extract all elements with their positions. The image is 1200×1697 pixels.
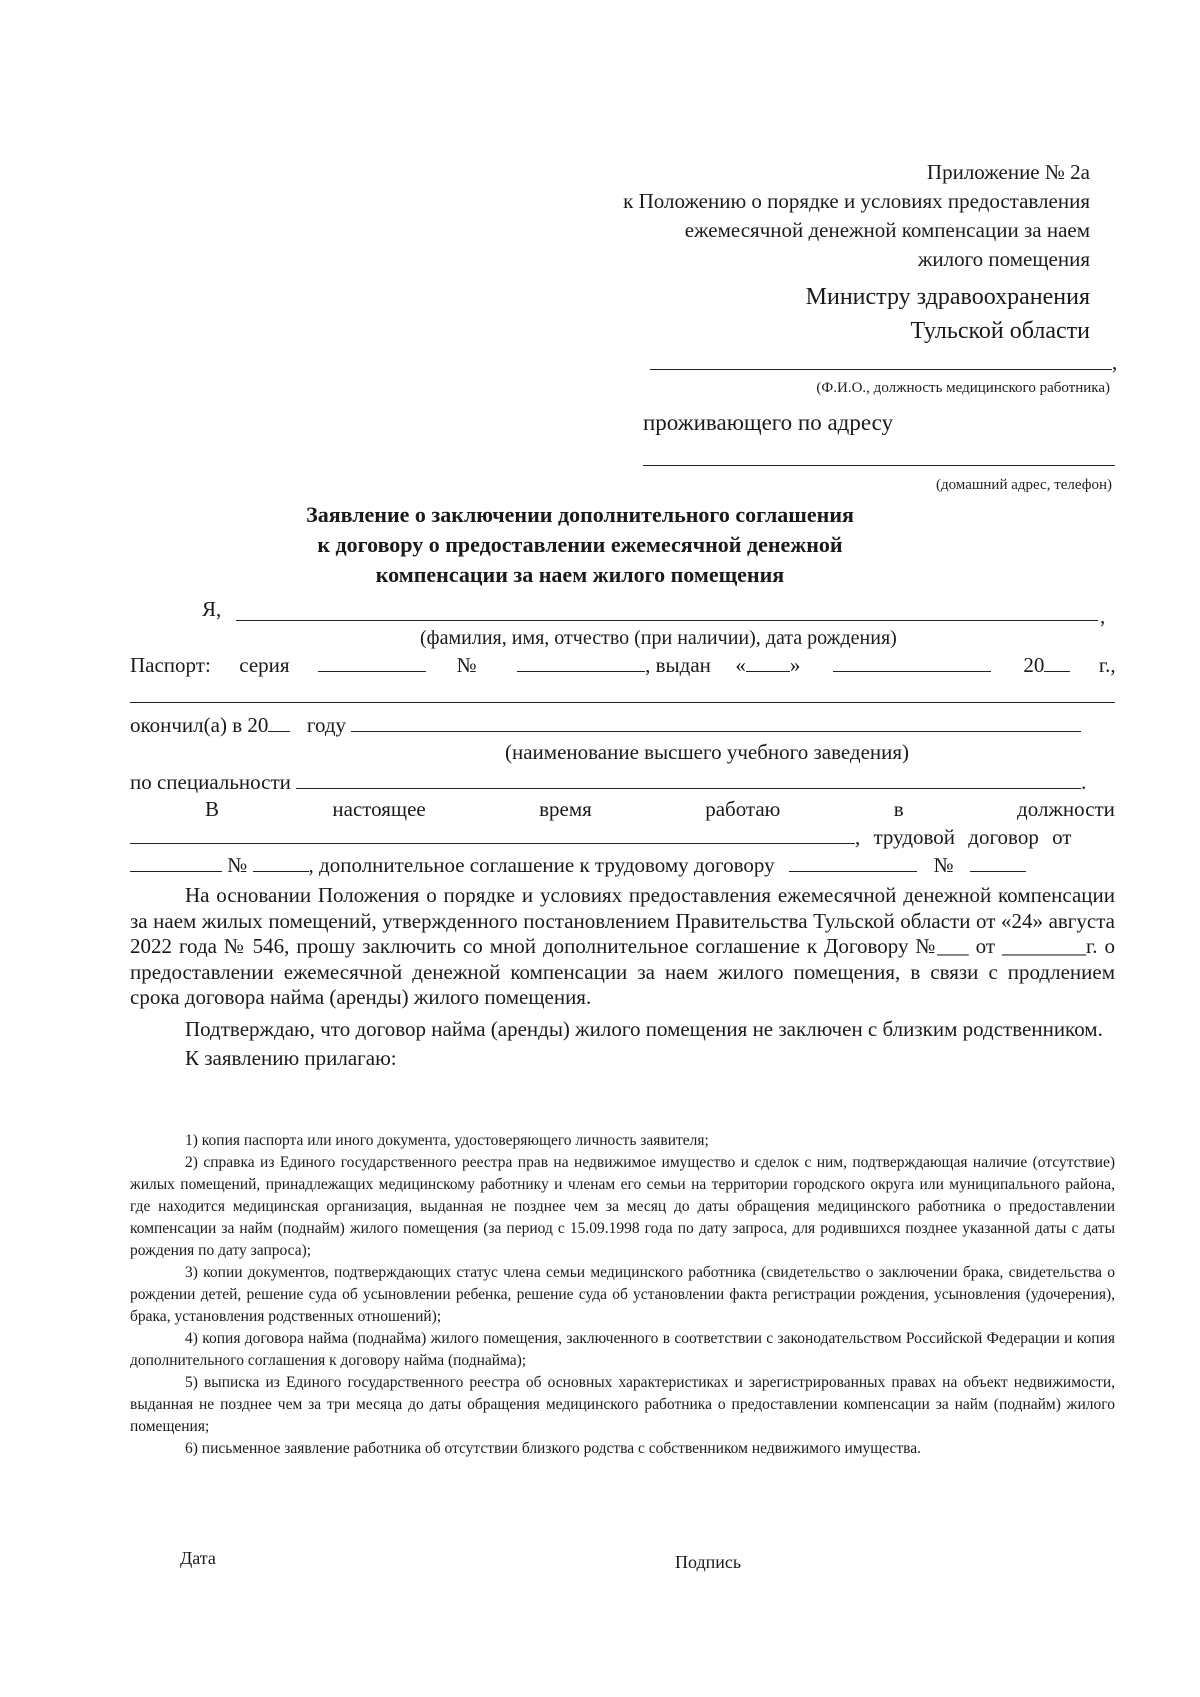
job-row xyxy=(130,797,1115,822)
specialty-field[interactable] xyxy=(296,770,1081,789)
labor-contract-label: , трудовой договор от xyxy=(855,825,1072,849)
addressee-line-1: Министру здравоохранения xyxy=(805,284,1090,310)
list-item: 1) копия паспорта или иного документа, удостоверяющего личность заявителя; xyxy=(185,1132,709,1149)
appendix-number: Приложение № 2а xyxy=(926,160,1090,184)
graduated-line xyxy=(130,713,1115,738)
name-caption: (фамилия, имя, отчество (при наличии), дата рождения) xyxy=(420,627,897,649)
attachments-heading: К заявлению прилагаю: xyxy=(185,1046,397,1070)
issue-year-field[interactable] xyxy=(1044,653,1070,672)
specialty-label: по специальности xyxy=(130,770,291,794)
issued-label: , выдан xyxy=(645,653,711,677)
ya-label: Я, xyxy=(202,597,222,621)
appendix-ref-line-2: ежемесячной денежной компенсации за наем xyxy=(684,218,1090,242)
job-word-4: работаю xyxy=(705,797,781,821)
addressee-block xyxy=(390,280,1090,348)
body-text xyxy=(130,883,1115,1072)
series-field[interactable] xyxy=(318,653,426,672)
name-comma: , xyxy=(1100,604,1106,628)
supplement-date-field[interactable] xyxy=(789,853,917,872)
job-word-2: настоящее xyxy=(332,797,426,821)
position-line xyxy=(130,825,1115,850)
supplement-label: , дополнительное соглашение к трудовому договору xyxy=(308,853,775,877)
contract-line xyxy=(130,853,1115,878)
list-item: 5) выписка из Единого государственного реестра об основных характеристиках и зарегистрированных правах на объект недвижимости, выданная не позднее чем за три месяца до даты обращения медицинского работника о предоставлении компенсации за найм (поднайм) жилого помещения; xyxy=(130,1374,1115,1435)
address-fill-line[interactable] xyxy=(643,465,1115,466)
list-item: 3) копии документов, подтверждающих статус члена семьи медицинского работника (свидетельство о заключении брака, свидетельства о рождении детей, решение суда об усыновлении ребенка, решение суда об установлении факта регистрации рождения, усыновления (удочерения), брака, установления родственных отношений); xyxy=(130,1264,1115,1325)
document-title xyxy=(180,500,980,590)
signature-label: Подпись xyxy=(675,1552,742,1572)
university-caption: (наименование высшего учебного заведения) xyxy=(505,740,910,764)
job-word-6: должности xyxy=(1017,797,1115,821)
list-item: 2) справка из Единого государственного реестра прав на недвижимое имущество и сделок с ним, подтверждающая наличие (отсутствие) жилых помещений, принадлежащих медицинскому работнику и членам его семьи на территории городского округа или муниципального района, где находится медицинская организация, выданная не позднее чем за месяц до даты обращения медицинского работника о предоставлении компенсации за найм (поднайм) жилого помещения (за период с 15.09.1998 года по дату запроса, для родившихся позднее указанной даты с даты рождения по дату запроса); xyxy=(130,1154,1115,1259)
name-fill-line[interactable] xyxy=(236,620,1098,621)
fio-caption: (Ф.И.О., должность медицинского работника) xyxy=(816,380,1110,396)
specialty-line xyxy=(130,770,1115,795)
basis-paragraph: На основании Положения о порядке и условиях предоставления ежемесячной денежной компенсации за наем жилых помещений, утвержденного постановлением Правительства Тульской области от «24» августа 2022 года № 546, прошу заключить со мной дополнительное соглашение к Договору №___ от ________г. о предоставлении ежемесячной денежной компенсации за наем жилого помещения, в связи с продлением срока договора найма (аренды) жилого помещения. xyxy=(130,883,1115,1009)
passport-label: Паспорт: xyxy=(130,653,211,677)
passport-line xyxy=(130,653,1115,678)
list-item: 4) копия договора найма (поднайма) жилого помещения, заключенного в соответствии с законодательством Российской Федерации и копия дополнительного соглашения к договору найма (поднайма); xyxy=(130,1330,1115,1369)
address-caption: (домашний адрес, телефон) xyxy=(935,477,1112,493)
contract-number-sign: № xyxy=(227,853,248,877)
passport-number-sign: № xyxy=(456,653,477,677)
quote-open: « xyxy=(735,653,746,677)
appendix-ref-line-3: жилого помещения xyxy=(917,247,1090,271)
passport-extra-line[interactable] xyxy=(130,702,1115,703)
specialty-period: . xyxy=(1081,770,1087,794)
date-label: Дата xyxy=(180,1548,216,1568)
contract-date-field[interactable] xyxy=(130,853,222,872)
series-label: серия xyxy=(239,653,290,677)
addressee-line-2: Тульской области xyxy=(910,318,1090,344)
graduated-label: окончил(а) в 20 xyxy=(130,713,269,737)
issue-year-prefix: 20 xyxy=(1023,653,1045,677)
attachments-list xyxy=(130,1130,1115,1460)
residing-label: проживающего по адресу xyxy=(643,410,894,435)
issue-year-suffix: г., xyxy=(1098,653,1116,677)
supplement-number-field[interactable] xyxy=(970,853,1026,872)
appendix-ref-line-1: к Положению о порядке и условиях предоставления xyxy=(623,189,1090,213)
list-item: 6) письменное заявление работника об отсутствии близкого родства с собственником недвижимого имущества. xyxy=(185,1440,922,1457)
fio-fill-line[interactable] xyxy=(650,369,1112,370)
passport-number-field[interactable] xyxy=(517,653,645,672)
title-line-3: компенсации за наем жилого помещения xyxy=(375,562,785,587)
fio-comma: , xyxy=(1112,350,1118,374)
graduation-year-field[interactable] xyxy=(268,713,290,732)
position-field[interactable] xyxy=(130,825,855,844)
contract-number-field[interactable] xyxy=(253,853,309,872)
title-line-1: Заявление о заключении дополнительного соглашения xyxy=(306,502,854,527)
issue-month-field[interactable] xyxy=(833,653,991,672)
issue-day-field[interactable] xyxy=(746,653,790,672)
job-word-5: в xyxy=(893,797,904,821)
university-field[interactable] xyxy=(351,713,1081,732)
job-word-1: В xyxy=(205,797,220,821)
year-word: году xyxy=(306,713,347,737)
quote-close: » xyxy=(789,653,801,677)
job-word-3: время xyxy=(539,797,592,821)
supplement-number-sign: № xyxy=(933,853,954,877)
appendix-header xyxy=(390,158,1090,274)
confirmation-paragraph: Подтверждаю, что договор найма (аренды) жилого помещения не заключен с близким родственником. xyxy=(185,1016,1103,1041)
title-line-2: к договору о предоставлении ежемесячной денежной xyxy=(317,532,843,557)
